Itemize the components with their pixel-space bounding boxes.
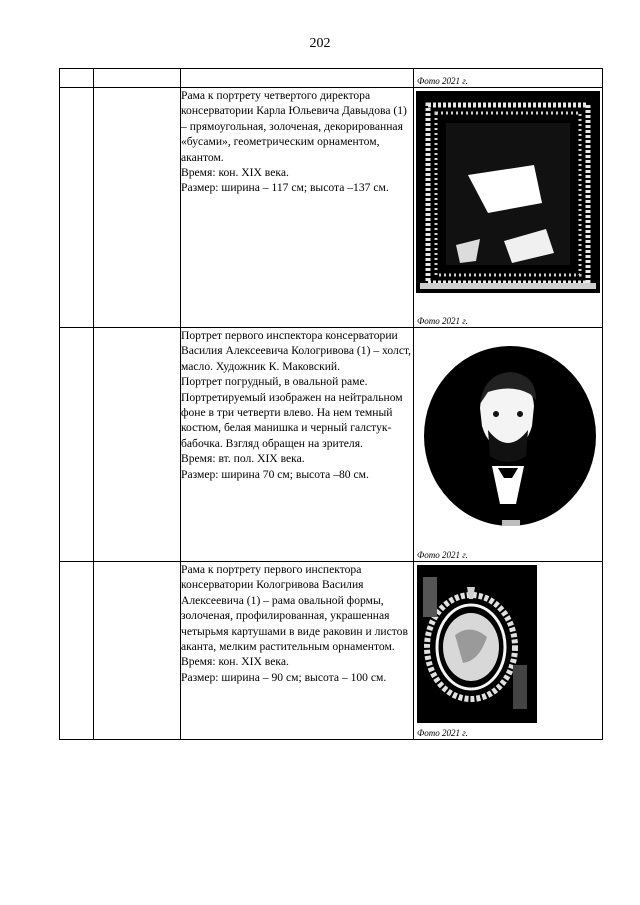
table-row [60,69,603,88]
cell-number [60,562,94,740]
photo-caption: Фото 2021 г. [417,550,468,560]
photo-caption: Фото 2021 г. [417,316,468,326]
cell-description [181,88,414,328]
oval-frame-photo [417,565,537,723]
cell-inventory [94,562,181,740]
description-text: Рама к портрету четвертого директора консерватории Карла Юльевича Давыдова (1) – прямоугольная, золоченая, декорированная «бусами», геометрическим орнаментом, акантом. [181,89,407,164]
cell-photo [414,88,603,328]
cell-inventory [94,88,181,328]
table-row [60,562,603,740]
description-date: Время: вт. пол. XIX века. [181,452,305,466]
description-date: Время: кон. XIX века. [181,655,289,669]
table-row [60,88,603,328]
photo-caption: Фото 2021 г. [417,76,468,86]
registry-table [59,68,603,740]
description-size: Размер: ширина – 90 см; высота – 100 см. [181,670,387,684]
photo-caption: Фото 2021 г. [417,728,468,738]
cell-description [181,69,414,88]
cell-description [181,328,414,562]
frame-photo [416,91,600,293]
cell-inventory [94,328,181,562]
page-number: 202 [309,36,331,51]
cell-number [60,328,94,562]
description-size: Размер: ширина – 117 см; высота –137 см. [181,181,389,195]
portrait-photo [422,344,598,532]
description-date: Время: кон. XIX века. [181,166,289,180]
cell-photo [414,328,603,562]
cell-photo [414,562,603,740]
cell-number [60,88,94,328]
table-row [60,328,603,562]
description-text: Рама к портрету первого инспектора консерватории Кологривова Василия Алексеевича (1) – рама овальной формы, золоченая, профилированная, украшенная четырьмя картушами в виде раковин и листов аканта, мелким растительным орнаментом. [181,563,408,654]
cell-inventory [94,69,181,88]
description-text: Портрет первого инспектора консерватории Василия Алексеевича Кологривова (1) – холст, масло. Художник К. Маковский. [181,329,412,373]
cell-number [60,69,94,88]
description-size: Размер: ширина 70 см; высота –80 см. [181,467,369,481]
description-details: Портрет погрудный, в овальной раме. Портретируемый изображен на нейтральном фоне в три четверти влево. На нем темный костюм, белая манишка и черный галстук-бабочка. Взгляд обращен на зрителя. [181,375,403,450]
cell-photo [414,69,603,88]
cell-description [181,562,414,740]
